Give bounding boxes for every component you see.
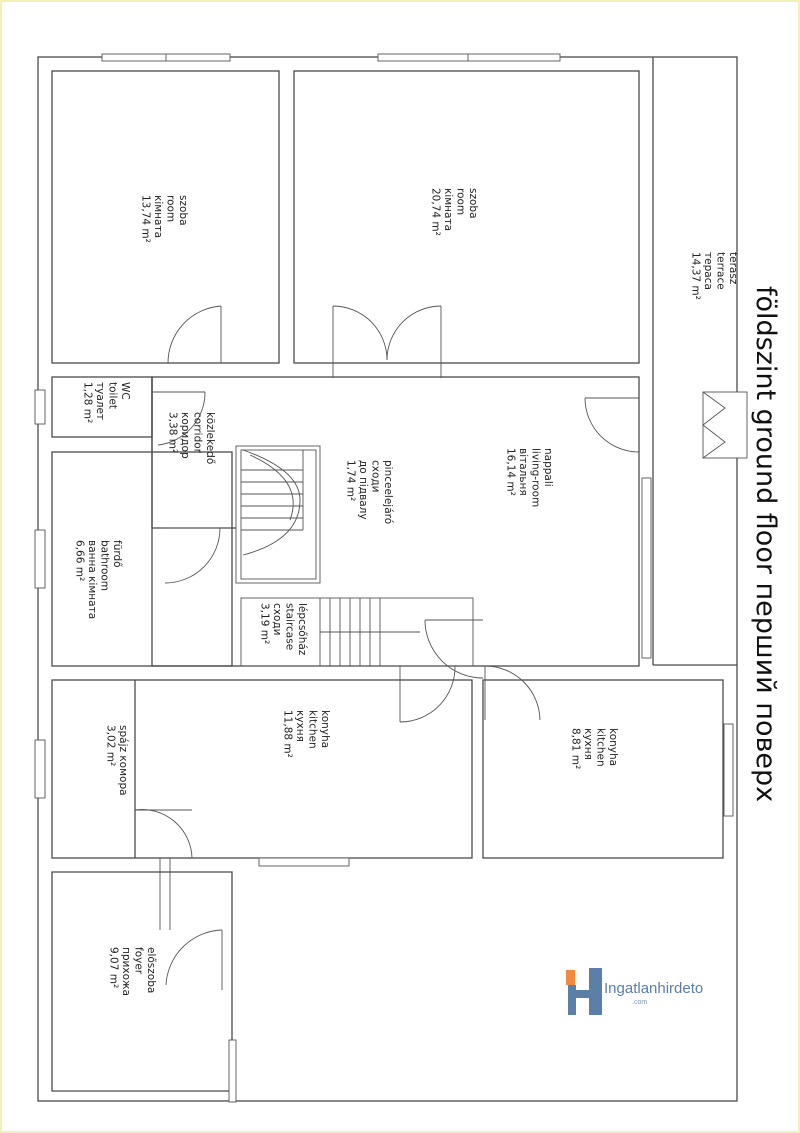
room-label-line: kitchen [594, 728, 607, 767]
room-label-line: lépcsőház [296, 603, 308, 656]
room-label-cellar-stairs [345, 460, 395, 524]
room-label-line: сходи [369, 460, 382, 493]
room-label-line: 11,88 m² [281, 710, 294, 758]
room-label-staircase [259, 603, 309, 656]
room-label-line: кухня [294, 710, 306, 742]
room-label-line: 3,02 m² [104, 725, 117, 767]
room-label-room-b [430, 188, 480, 236]
room-label-line: pinceelejáró [382, 460, 394, 525]
room-label-foyer [108, 947, 158, 996]
room-label-line: 9,07 m² [107, 947, 120, 989]
room-label-line: room [164, 195, 177, 223]
room-label-line: szoba [177, 195, 189, 226]
room-label-room-a [140, 195, 190, 243]
room-label-line: konyha [607, 728, 619, 767]
living-outline [152, 377, 639, 666]
room-label-line: 1,74 m² [344, 460, 357, 502]
room-label-line: staircase [283, 603, 296, 651]
room-label-pantry [105, 725, 130, 796]
room-label-line: до підвалу [357, 460, 369, 520]
logo-mark [566, 968, 602, 1015]
foyer-outline [52, 872, 232, 1091]
room-label-wc [82, 382, 132, 423]
room-label-line: living-room [529, 448, 542, 508]
room-label-line: 1,28 m² [81, 382, 94, 424]
room-label-line: 3,38 m² [166, 412, 179, 454]
room-label-living [505, 448, 555, 507]
room-label-line: bathroom [98, 540, 111, 592]
room-label-line: kitchen [306, 710, 319, 749]
room-label-kitchen-b [570, 728, 620, 769]
room-label-line: 8,81 m² [569, 728, 582, 770]
room-label-line: előszoba [145, 947, 157, 994]
room-label-line: прихожа [120, 947, 132, 996]
room-label-line: fürdő [111, 540, 123, 568]
room-label-line: nappali [542, 448, 554, 487]
room-label-line: szoba [467, 188, 479, 219]
room-label-line: сходи [271, 603, 283, 636]
terrace-boundary [653, 57, 737, 665]
room-label-line: ванна кімната [86, 540, 98, 620]
kitchen-a-outline [52, 680, 472, 858]
room-label-line: terasz [727, 252, 739, 285]
room-label-line: WC [119, 382, 131, 400]
room-label-line: 3,19 m² [258, 603, 271, 645]
room-label-line: кімната [152, 195, 164, 239]
room-label-line: foyer [132, 947, 145, 975]
room-label-line: кухня [582, 728, 594, 760]
room-b-outline [294, 71, 639, 363]
watermark-logo [566, 968, 703, 1015]
room-label-line: 20,74 m² [429, 188, 442, 236]
room-label-line: тераса [702, 252, 714, 290]
doors [132, 306, 639, 990]
room-label-line: közlekedő [204, 412, 216, 465]
watermark-brand: Ingatlanhirdeto [604, 980, 704, 997]
room-label-line: 14,37 m² [689, 252, 702, 300]
room-label-kitchen-a [282, 710, 332, 758]
room-label-line: spájz комора [117, 725, 129, 796]
room-label-line: туалет [94, 382, 106, 421]
room-label-line: 13,74 m² [139, 195, 152, 243]
kitchen-b-outline [483, 680, 723, 858]
room-label-line: 6,66 m² [73, 540, 86, 582]
watermark-suffix: .com [632, 999, 648, 1006]
room-label-line: toilet [106, 382, 119, 409]
room-label-line: konyha [319, 710, 331, 749]
room-label-line: corridor [191, 412, 204, 453]
cellar-stairs-drawing [236, 446, 320, 583]
room-label-bathroom [74, 540, 124, 619]
plan-title: földszint ground floor перший поверх [750, 286, 781, 803]
room-label-line: коридор [179, 412, 191, 459]
room-label-terrace [690, 252, 740, 300]
room-label-corridor [167, 412, 217, 464]
room-label-line: terrace [714, 252, 727, 290]
room-label-line: кімната [442, 188, 454, 232]
room-label-line: room [454, 188, 467, 216]
room-label-line: вітальня [517, 448, 529, 496]
room-label-line: 16,14 m² [504, 448, 517, 496]
